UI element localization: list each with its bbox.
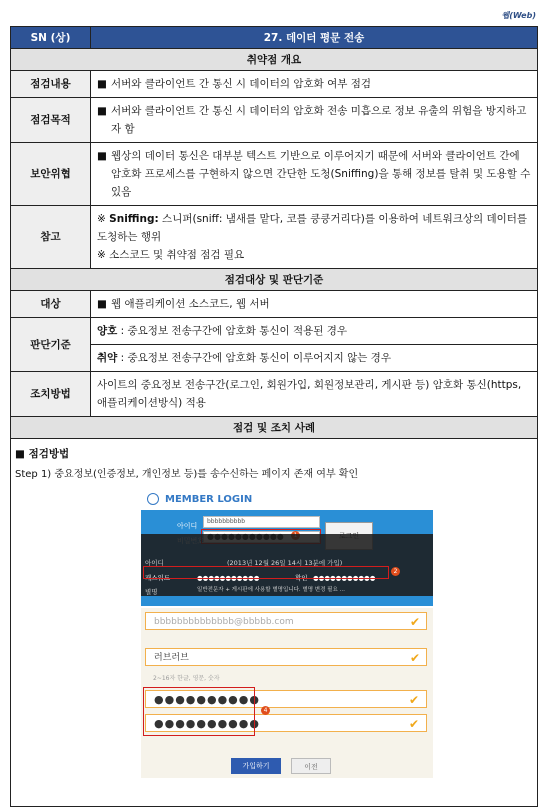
check-icon: ✔ — [409, 651, 420, 665]
content-text: 서버와 클라이언트 간 통신 시 데이터의 암호화 여부 점검 — [111, 78, 371, 90]
value-target — [91, 291, 538, 318]
good-text: : 중요정보 전송구간에 암호화 통신이 적용된 경우 — [120, 325, 348, 337]
value-action: 사이트의 중요정보 전송구간(로그인, 회원가입, 회원정보관리, 게시판 등) 암호화 통신(https, 애플리케이션방식) 적용 — [91, 372, 538, 417]
value-purpose — [91, 98, 538, 143]
section-overview: 취약점 개요 — [11, 49, 538, 71]
bullet-mark: ■ — [97, 105, 107, 117]
dark-row2-confirm: 확인 — [295, 574, 308, 582]
item-title: 27. 데이터 평문 전송 — [91, 27, 538, 49]
bullet-mark: ■ — [97, 78, 107, 90]
label-reference: 참고 — [11, 206, 91, 269]
bad-label: 취약 — [97, 352, 118, 364]
password-confirm-field: ●●●●●●●●●● ✔ — [145, 714, 427, 732]
dark-row1-label: 아이디 — [145, 559, 164, 567]
good-label: 양호 — [97, 325, 118, 337]
nickname-hint: 2~16자 한글, 영문, 숫자 — [153, 675, 220, 682]
join-button: 가입하기 — [231, 758, 281, 774]
id-field: bbbbbbbbbb — [203, 516, 320, 528]
label-content: 점검내용 — [11, 71, 91, 98]
section-cases: 점검 및 조치 사례 — [11, 417, 538, 439]
dark-row3-label: 별명 — [145, 588, 158, 596]
method-heading: ■ 점검방법 — [15, 448, 70, 460]
check-icon: ✔ — [409, 615, 420, 629]
method-cell — [11, 439, 538, 807]
section-criteria: 점검대상 및 판단기준 — [11, 269, 538, 291]
login-header — [141, 490, 433, 510]
id-label: 아이디 — [177, 522, 198, 530]
page-tag: 웹(Web) — [501, 11, 536, 20]
nickname-field: 러브러브 ✔ — [145, 648, 427, 666]
label-target: 대상 — [11, 291, 91, 318]
dark-row3-text: 일반전문자 + 게시판에 사용할 별명입니다. 별명 변경 필요 … — [197, 587, 346, 593]
label-threat: 보안위협 — [11, 143, 91, 206]
method-step1: Step 1) 중요정보(인증정보, 개인정보 등)를 송수신하는 페이지 존재 여부 확인 — [15, 469, 359, 480]
dark-row1-text: (2013년 12월 26일 14시 13분에 가입) — [227, 559, 343, 567]
email-field: bbbbbbbbbbbbbb@bbbbb.com ✔ — [145, 612, 427, 630]
check-icon: ✔ — [408, 717, 420, 731]
note-term: Sniffing: — [109, 213, 159, 225]
purpose-text: 서버와 클라이언트 간 통신 시 데이터의 암호화 전송 미흡으로 정보 유출의 위험을 방지하고자 함 — [111, 105, 527, 135]
label-judgement: 판단기준 — [11, 318, 91, 372]
note-text: 스니퍼(sniff: 냄새를 맡다, 코를 킁킁거리다)를 이용하여 네트워크상의 데이터를 도청하는 행위 — [97, 213, 528, 243]
dark-row2-label: 패스워드 — [145, 574, 171, 582]
bullet-mark: ■ — [97, 298, 107, 310]
member-login-panel — [141, 490, 433, 606]
user-icon — [147, 493, 159, 505]
label-purpose: 점검목적 — [11, 98, 91, 143]
badge-3: 4 — [261, 706, 270, 715]
prev-button: 이전 — [291, 758, 331, 774]
password-field: ●●●●●●●●●● ✔ — [145, 690, 427, 708]
bad-text: : 중요정보 전송구간에 암호화 통신이 이루어지지 않는 경우 — [120, 352, 391, 364]
check-icon: ✔ — [408, 693, 420, 707]
inspection-table — [10, 26, 538, 807]
signup-form — [141, 608, 433, 778]
example-screenshot — [133, 490, 433, 786]
login-title: MEMBER LOGIN — [165, 494, 253, 505]
label-action: 조치방법 — [11, 372, 91, 417]
highlight-box-3 — [143, 687, 255, 736]
note-source: ※ 소스코드 및 취약점 점검 필요 — [97, 249, 245, 261]
threat-text: 웹상의 데이터 통신은 대부분 텍스트 기반으로 이루어지기 때문에 서버와 클라이언트 간에 암호화 프로세스를 구현하지 않으면 간단한 도청(Sniffing)을 통해 정보를 탈취 및 도용할 수 있음 — [111, 150, 531, 198]
note-mark: ※ — [97, 213, 106, 225]
value-content — [91, 71, 538, 98]
bullet-mark: ■ — [97, 150, 107, 162]
sn-label: SN (상) — [11, 27, 91, 49]
value-reference — [91, 206, 538, 269]
dark-row2-value2: ●●●●●●●●●●● — [313, 574, 376, 582]
value-bad — [91, 345, 538, 372]
target-text: 웹 애플리케이션 소스코드, 웹 서버 — [111, 298, 270, 310]
highlight-box-2 — [143, 566, 389, 579]
badge-2: 2 — [391, 567, 400, 576]
value-threat — [91, 143, 538, 206]
dark-row2-value: ●●●●●●●●●●● — [197, 574, 260, 582]
value-good — [91, 318, 538, 345]
